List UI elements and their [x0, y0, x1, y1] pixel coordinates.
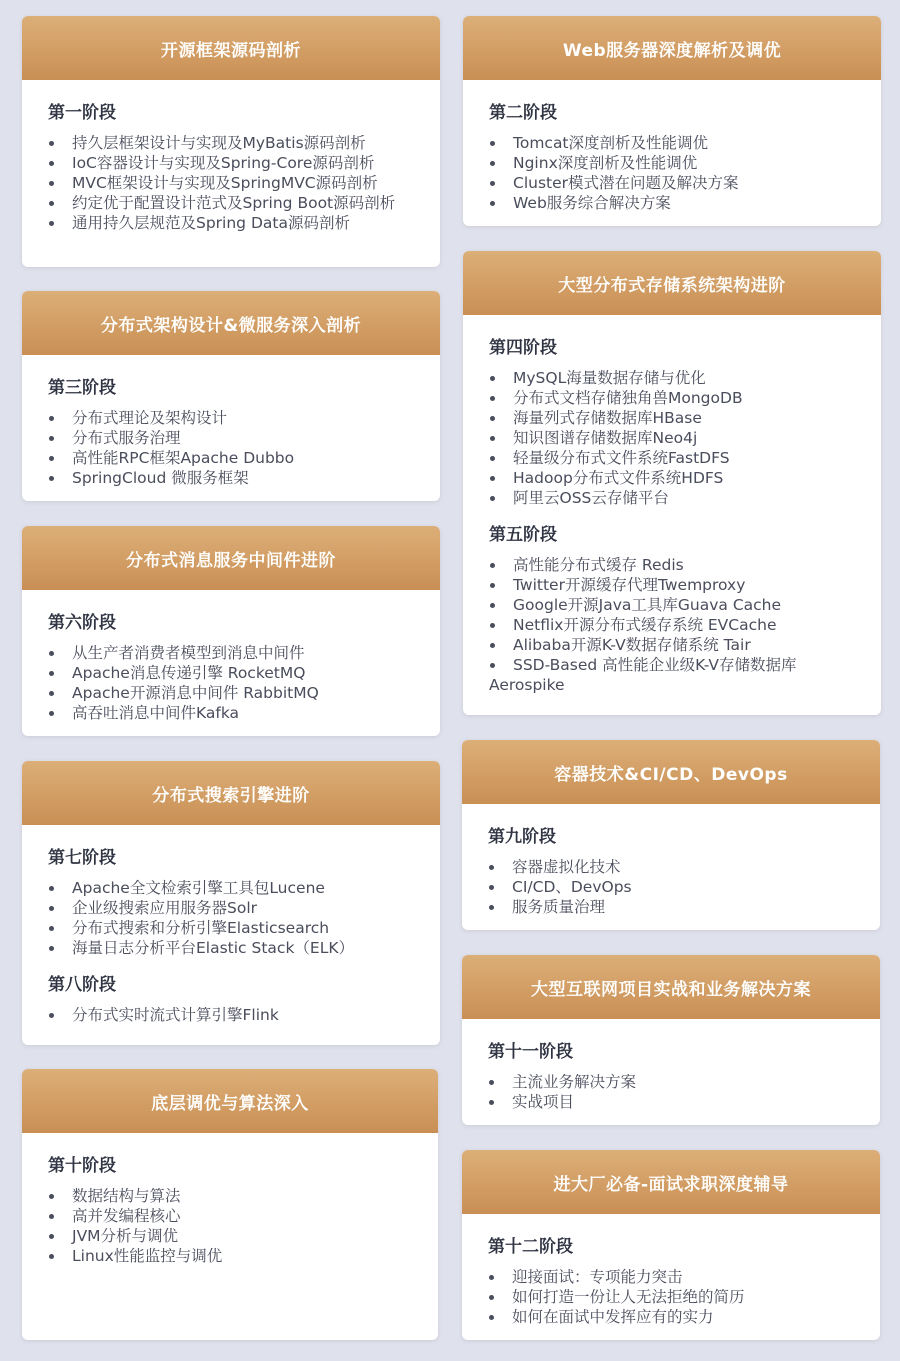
list-item: 高并发编程核心	[48, 1206, 416, 1226]
bullet-icon	[490, 603, 495, 608]
list-item: Cluster模式潜在问题及解决方案	[489, 173, 859, 193]
bullet-icon	[49, 141, 54, 146]
stage-title: 第八阶段	[48, 975, 116, 995]
bullet-icon	[490, 563, 495, 568]
stage-block	[48, 98, 418, 233]
list-item: Tomcat深度剖析及性能调优	[489, 133, 859, 153]
list-item: 海量日志分析平台Elastic Stack（ELK）	[48, 938, 418, 958]
stage-block	[48, 373, 418, 488]
stage-title: 第三阶段	[48, 378, 116, 398]
card-title: 分布式消息服务中间件进阶	[22, 526, 440, 590]
stage-block	[488, 1037, 858, 1112]
list-item: Alibaba开源K-V数据存储系统 Tair	[489, 635, 859, 655]
bullet-icon	[49, 926, 54, 931]
list-item: 知识图谱存储数据库Neo4j	[489, 428, 859, 448]
course-card-internet-projects	[462, 955, 880, 1125]
list-item: Linux性能监控与调优	[48, 1246, 416, 1266]
bullet-icon	[489, 885, 494, 890]
bullet-icon	[490, 643, 495, 648]
card-title: 大型分布式存储系统架构进阶	[463, 251, 881, 315]
list-item: Twitter开源缓存代理Twemproxy	[489, 575, 859, 595]
course-card-message-middleware	[22, 526, 440, 736]
bullet-icon	[490, 161, 495, 166]
list-item: 迎接面试：专项能力突击	[488, 1267, 858, 1287]
list-item: 分布式理论及架构设计	[48, 408, 418, 428]
bullet-icon	[490, 583, 495, 588]
list-item: 服务质量治理	[488, 897, 858, 917]
bullet-icon	[49, 181, 54, 186]
stage-title: 第十一阶段	[488, 1042, 573, 1062]
stage-block	[488, 1232, 858, 1327]
list-item: MySQL海量数据存储与优化	[489, 368, 859, 388]
stage-title: 第十阶段	[48, 1156, 116, 1176]
stage-block	[48, 843, 418, 958]
bullet-icon	[49, 886, 54, 891]
list-item: 持久层框架设计与实现及MyBatis源码剖析	[48, 133, 418, 153]
course-card-open-source-frameworks	[22, 16, 440, 267]
card-title: 进大厂必备-面试求职深度辅导	[462, 1150, 880, 1214]
bullet-icon	[49, 946, 54, 951]
list-item: 分布式文档存储独角兽MongoDB	[489, 388, 859, 408]
list-item: 约定优于配置设计范式及Spring Boot源码剖析	[48, 193, 418, 213]
list-item: 轻量级分布式文件系统FastDFS	[489, 448, 859, 468]
bullet-icon	[49, 456, 54, 461]
list-item: SpringCloud 微服务框架	[48, 468, 418, 488]
bullet-icon	[49, 1254, 54, 1259]
course-card-interview-coaching	[462, 1150, 880, 1340]
bullet-icon	[490, 141, 495, 146]
bullet-icon	[490, 376, 495, 381]
stage-block	[48, 608, 418, 723]
stage-block	[48, 970, 418, 1025]
list-item: Nginx深度剖析及性能调优	[489, 153, 859, 173]
bullet-icon	[490, 476, 495, 481]
bullet-icon	[489, 1080, 494, 1085]
list-item: Hadoop分布式文件系统HDFS	[489, 468, 859, 488]
card-title: 容器技术&CI/CD、DevOps	[462, 740, 880, 804]
bullet-icon	[49, 1194, 54, 1199]
list-item: 容器虚拟化技术	[488, 857, 858, 877]
list-item: JVM分析与调优	[48, 1226, 416, 1246]
bullet-icon	[489, 865, 494, 870]
bullet-icon	[49, 711, 54, 716]
course-card-tuning-algorithms	[22, 1069, 438, 1340]
list-item: SSD-Based 高性能企业级K-V存储数据库 Aerospike	[489, 656, 797, 694]
card-title: 开源框架源码剖析	[22, 16, 440, 80]
bullet-icon	[49, 476, 54, 481]
bullet-icon	[49, 1214, 54, 1219]
bullet-icon	[489, 1315, 494, 1320]
list-item: 主流业务解决方案	[488, 1072, 858, 1092]
bullet-icon	[490, 663, 495, 668]
stage-title: 第七阶段	[48, 848, 116, 868]
list-item: 分布式服务治理	[48, 428, 418, 448]
bullet-icon	[49, 161, 54, 166]
bullet-icon	[489, 1295, 494, 1300]
stage-title: 第二阶段	[489, 103, 557, 123]
card-title: 分布式架构设计&微服务深入剖析	[22, 291, 440, 355]
bullet-icon	[490, 396, 495, 401]
list-item: 如何在面试中发挥应有的实力	[488, 1307, 858, 1327]
list-item: IoC容器设计与实现及Spring-Core源码剖析	[48, 153, 418, 173]
list-item: Apache消息传递引擎 RocketMQ	[48, 663, 418, 683]
list-item: 分布式搜索和分析引擎Elasticsearch	[48, 918, 418, 938]
list-item: 实战项目	[488, 1092, 858, 1112]
list-item: 高性能分布式缓存 Redis	[489, 555, 859, 575]
bullet-icon	[49, 1013, 54, 1018]
list-item: Apache全文检索引擎工具包Lucene	[48, 878, 418, 898]
list-item: 企业级搜索应用服务器Solr	[48, 898, 418, 918]
bullet-icon	[490, 623, 495, 628]
list-item: 从生产者消费者模型到消息中间件	[48, 643, 418, 663]
stage-block	[489, 333, 859, 508]
card-title: 底层调优与算法深入	[22, 1069, 438, 1133]
stage-block	[489, 520, 859, 695]
list-item: 数据结构与算法	[48, 1186, 416, 1206]
course-card-distributed-storage	[463, 251, 881, 715]
list-item: MVC框架设计与实现及SpringMVC源码剖析	[48, 173, 418, 193]
list-item: 高吞吐消息中间件Kafka	[48, 703, 418, 723]
stage-block	[488, 822, 858, 917]
bullet-icon	[49, 221, 54, 226]
bullet-icon	[49, 1234, 54, 1239]
bullet-icon	[490, 201, 495, 206]
list-item: Apache开源消息中间件 RabbitMQ	[48, 683, 418, 703]
bullet-icon	[489, 905, 494, 910]
course-card-distributed-architecture	[22, 291, 440, 501]
bullet-icon	[490, 436, 495, 441]
bullet-icon	[490, 416, 495, 421]
bullet-icon	[490, 496, 495, 501]
bullet-icon	[49, 436, 54, 441]
list-item: 分布式实时流式计算引擎Flink	[48, 1005, 418, 1025]
bullet-icon	[49, 906, 54, 911]
card-title: Web服务器深度解析及调优	[463, 16, 881, 80]
list-item: CI/CD、DevOps	[488, 877, 858, 897]
card-title: 大型互联网项目实战和业务解决方案	[462, 955, 880, 1019]
list-item: 如何打造一份让人无法拒绝的简历	[488, 1287, 858, 1307]
stage-title: 第四阶段	[489, 338, 557, 358]
stage-block	[489, 98, 859, 213]
list-item: Google开源Java工具库Guava Cache	[489, 595, 859, 615]
bullet-icon	[49, 671, 54, 676]
card-title: 分布式搜索引擎进阶	[22, 761, 440, 825]
course-card-web-server	[463, 16, 881, 226]
stage-title: 第一阶段	[48, 103, 116, 123]
stage-title: 第五阶段	[489, 525, 557, 545]
bullet-icon	[490, 456, 495, 461]
list-item: 通用持久层规范及Spring Data源码剖析	[48, 213, 418, 233]
bullet-icon	[49, 691, 54, 696]
bullet-icon	[489, 1275, 494, 1280]
bullet-icon	[49, 651, 54, 656]
course-card-search-engine	[22, 761, 440, 1045]
list-item: 海量列式存储数据库HBase	[489, 408, 859, 428]
course-card-containers-devops	[462, 740, 880, 930]
stage-title: 第九阶段	[488, 827, 556, 847]
list-item: Netflix开源分布式缓存系统 EVCache	[489, 615, 859, 635]
bullet-icon	[49, 201, 54, 206]
bullet-icon	[49, 416, 54, 421]
bullet-icon	[490, 181, 495, 186]
bullet-icon	[489, 1100, 494, 1105]
list-item: 阿里云OSS云存储平台	[489, 488, 859, 508]
list-item: Web服务综合解决方案	[489, 193, 859, 213]
stage-title: 第六阶段	[48, 613, 116, 633]
list-item: 高性能RPC框架Apache Dubbo	[48, 448, 418, 468]
stage-title: 第十二阶段	[488, 1237, 573, 1257]
stage-block	[48, 1151, 416, 1266]
